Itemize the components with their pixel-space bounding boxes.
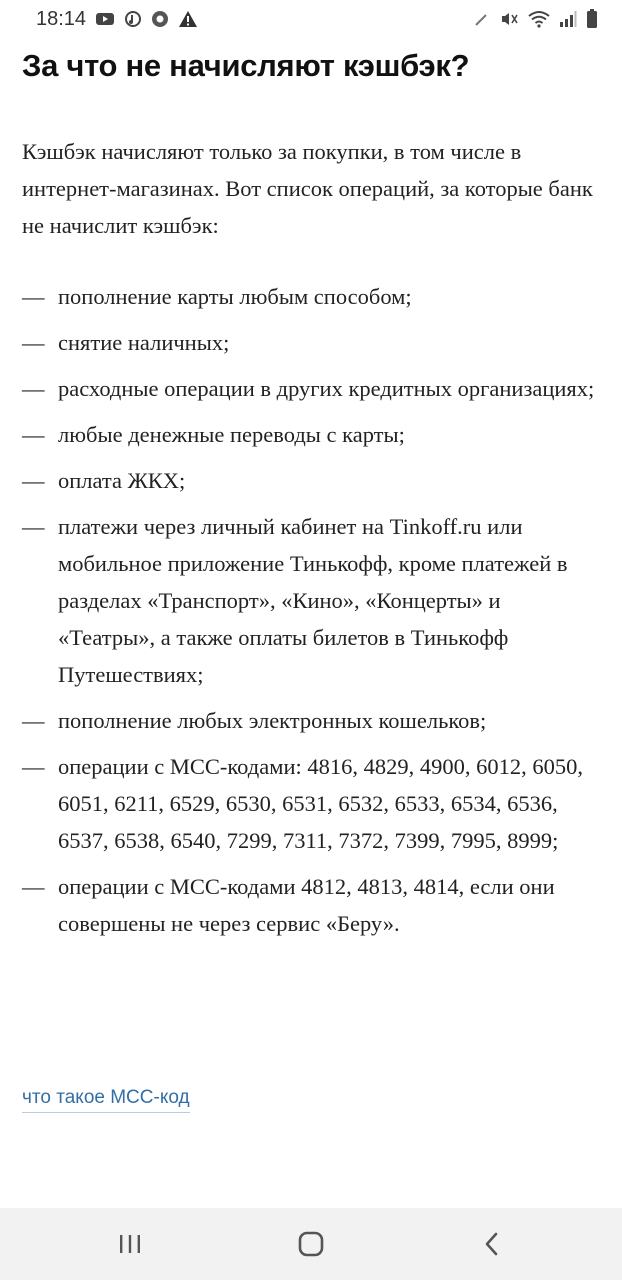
status-time: 18:14: [36, 7, 87, 30]
mcc-code-link[interactable]: что такое МСС-код: [22, 1084, 190, 1113]
battery-icon: [586, 9, 598, 29]
list-item: [22, 278, 602, 315]
list-dash: —: [22, 376, 45, 401]
list-dash: —: [22, 468, 45, 493]
list-item: [22, 702, 602, 739]
list-item: [22, 748, 602, 859]
status-bar: [0, 0, 622, 38]
list-dash: —: [22, 514, 45, 539]
warning-icon: [178, 10, 198, 28]
list-item-text: снятие наличных;: [58, 330, 230, 355]
list-item-text: операции с МСС-кодами 4812, 4813, 4814, если они совершены не через сервис «Беру».: [58, 874, 555, 936]
edit-icon: [474, 11, 490, 27]
mute-icon: [499, 10, 519, 28]
list-item: [22, 462, 602, 499]
list-item-text: пополнение карты любым способом;: [58, 284, 412, 309]
exclusions-list: [22, 278, 602, 951]
youtube-icon: [95, 11, 115, 27]
list-item-text: операции с МСС-кодами: 4816, 4829, 4900, 6012, 6050, 6051, 6211, 6529, 6530, 6531, 6532, 6533, 6534, 6536, 6537, 6538, 6540, 7299, 7311, 7372, 7399, 7995, 8999;: [58, 754, 583, 853]
signal-icon: [559, 10, 577, 28]
recent-apps-icon[interactable]: [100, 1214, 160, 1274]
list-dash: —: [22, 754, 45, 779]
list-dash: —: [22, 330, 45, 355]
back-icon[interactable]: [462, 1214, 522, 1274]
list-item-text: любые денежные переводы с карты;: [58, 422, 405, 447]
page-title: За что не начисляют кэшбэк?: [22, 48, 470, 83]
intro-paragraph: Кэшбэк начисляют только за покупки, в том числе в интернет-магазинах. Вот список операций, за которые банк не начислит кэшбэк:: [22, 139, 593, 238]
list-item-text: пополнение любых электронных кошельков;: [58, 708, 487, 733]
list-dash: —: [22, 708, 45, 733]
status-bar-right: [474, 9, 598, 29]
list-item-text: платежи через личный кабинет на Tinkoff.ru или мобильное приложение Тинькофф, кроме платежей в разделах «Транспорт», «Кино», «Концерты» и «Театры», а также оплаты билетов в Тинькофф Путешествиях;: [58, 514, 568, 687]
list-item-text: расходные операции в других кредитных организациях;: [58, 376, 595, 401]
list-dash: —: [22, 422, 45, 447]
list-item-text: оплата ЖКХ;: [58, 468, 186, 493]
status-bar-left: [36, 8, 198, 31]
list-item: [22, 868, 602, 942]
wifi-icon: [528, 10, 550, 28]
app-icon: [151, 10, 169, 28]
list-dash: —: [22, 874, 45, 899]
list-item: [22, 416, 602, 453]
tiktok-icon: [124, 10, 142, 28]
list-item: [22, 324, 602, 361]
navigation-bar: [0, 1208, 622, 1280]
home-icon[interactable]: [281, 1214, 341, 1274]
list-item: [22, 370, 602, 407]
list-dash: —: [22, 284, 45, 309]
list-item: [22, 508, 602, 693]
